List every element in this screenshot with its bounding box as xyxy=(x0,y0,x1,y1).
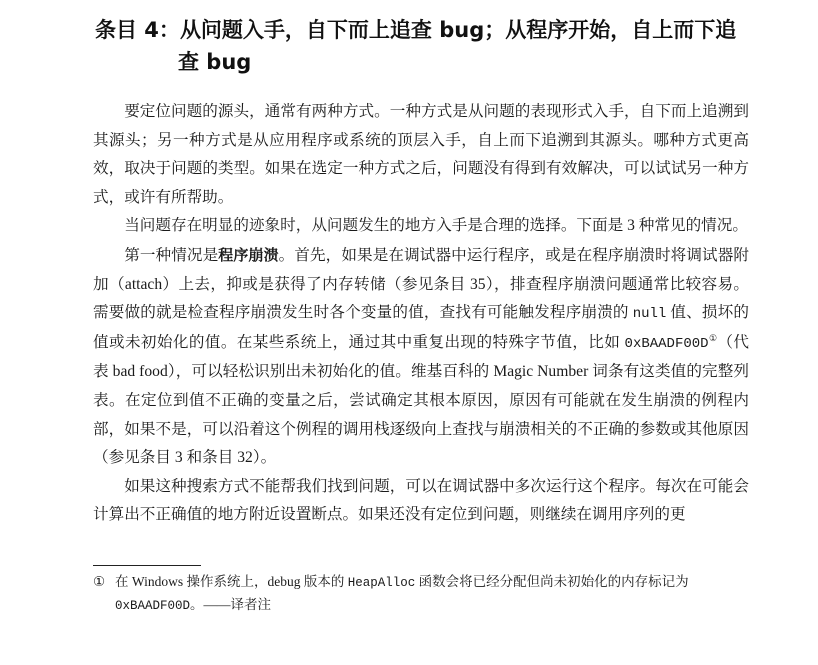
footnote-line-2 xyxy=(93,594,753,617)
paragraph-3-text: 。首先，如果是在调试器中运行程序，或是在程序崩溃时将调试器附加（attach）上去，抑或是获得了内存转储（参见条目 35），排查程序崩溃问题通常比较容易。需要做的就是检查程序崩溃发生时各个变量的值，查找有可能触发程序崩溃的 xyxy=(93,246,749,322)
code-baadf00d-footnote: 0xBAADF00D xyxy=(115,599,191,613)
paragraph-4: 如果这种搜索方式不能帮我们找到问题，可以在调试器中多次运行这个程序。每次在可能会计算出不正确值的地方附近设置断点。如果还没有定位到问题，则继续在调用序列的更 xyxy=(93,477,749,524)
paragraph-3-text: 第一种情况是 xyxy=(124,246,219,264)
heading-item-label: 条目 4： xyxy=(95,18,180,42)
paragraph-3-text: （代表 bad food），可以轻松识别出未初始化的值。维基百科的 Magic Number 词条有这类值的完整列表。在定位到值不正确的变量之后，尝试确定其根本原因，原因有可能就在发生崩溃的例程内部，如果不是，可以沿着这个例程的调用栈逐级向上查找与崩溃相关的不正确的参数或其他原因（参见条目 3 和条目 32）。 xyxy=(93,333,749,467)
footnote xyxy=(93,571,753,617)
heading-text-line-1: 从问题入手，自下而上追查 bug；从程序开始，自上而下追 xyxy=(179,18,737,42)
paragraph-3 xyxy=(93,241,749,473)
footnote-text: 。——译者注 xyxy=(190,597,272,612)
footnote-mark: ① xyxy=(93,574,106,589)
footnote-text: 函数会将已经分配但尚未初始化的内存标记为 xyxy=(415,574,689,589)
footnote-line-1 xyxy=(93,571,753,594)
code-baadf00d: 0xBAADF00D xyxy=(624,335,709,352)
heading-line-1 xyxy=(95,14,760,46)
body-text xyxy=(93,98,749,530)
footnote-divider xyxy=(93,565,201,566)
paragraph-2: 当问题存在明显的迹象时，从问题发生的地方入手是合理的选择。下面是 3 种常见的情况。 xyxy=(124,217,748,235)
paragraph-1: 要定位问题的源头，通常有两种方式。一种方式是从问题的表现形式入手，自下而上追溯到其源头；另一种方式是从应用程序或系统的顶层入手，自上而下追溯到其源头。哪种方式更高效，取决于问题的类型。如果在选定一种方式之后，问题没有得到有效解决，可以试试另一种方式，或许有所帮助。 xyxy=(93,103,749,206)
footnote-reference[interactable]: ① xyxy=(708,332,718,343)
code-null: null xyxy=(632,306,667,323)
heading-line-2: 查 bug xyxy=(178,50,252,74)
code-heapalloc: HeapAlloc xyxy=(347,576,416,590)
footnote-text: 在 Windows 操作系统上，debug 版本的 xyxy=(115,574,348,589)
paragraph-3-text: 值、损坏的值或未初始化的值。在某些系统上，通过其中重复出现的特殊字节值，比如 xyxy=(93,304,749,351)
section-heading xyxy=(95,14,760,78)
emphasis-program-crash: 程序崩溃 xyxy=(218,245,279,264)
